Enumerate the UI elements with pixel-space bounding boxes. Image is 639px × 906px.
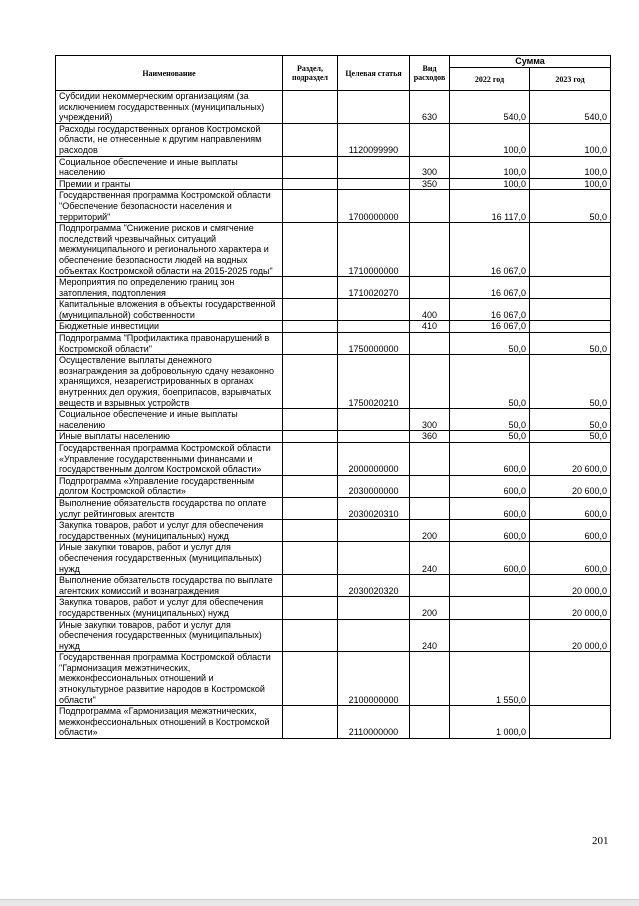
cell-target xyxy=(338,91,410,124)
cell-sum-2023: 540,0 xyxy=(530,91,611,124)
cell-expense-type: 360 xyxy=(410,431,450,443)
cell-target xyxy=(338,178,410,190)
cell-sum-2022: 100,0 xyxy=(450,123,530,156)
header-sum: Сумма xyxy=(450,56,611,68)
cell-sum-2022: 600,0 xyxy=(450,520,530,542)
cell-name: Подпрограмма «Управление государственным долгом Костромской области» xyxy=(56,475,283,497)
cell-name: Подпрограмма "Профилактика правонарушений в Костромской области" xyxy=(56,333,283,355)
cell-name: Выполнение обязательств государства по оплате услуг рейтинговых агентств xyxy=(56,497,283,519)
table-row xyxy=(56,178,611,190)
cell-target: 1710020270 xyxy=(338,277,410,299)
cell-sum-2022: 16 117,0 xyxy=(450,190,530,223)
cell-expense-type: 350 xyxy=(410,178,450,190)
cell-target: 1700000000 xyxy=(338,190,410,223)
table-row xyxy=(56,443,611,476)
cell-target: 1120099990 xyxy=(338,123,410,156)
cell-name: Государственная программа Костромской области "Обеспечение безопасности населения и территорий" xyxy=(56,190,283,223)
cell-sum-2023: 100,0 xyxy=(530,156,611,178)
cell-target xyxy=(338,542,410,575)
cell-target xyxy=(338,409,410,431)
cell-section xyxy=(283,223,338,277)
cell-section xyxy=(283,355,338,409)
cell-expense-type xyxy=(410,443,450,476)
cell-section xyxy=(283,475,338,497)
cell-section xyxy=(283,443,338,476)
cell-name: Иные выплаты населению xyxy=(56,431,283,443)
cell-target: 2030020320 xyxy=(338,575,410,597)
cell-expense-type xyxy=(410,652,450,706)
cell-sum-2022 xyxy=(450,575,530,597)
cell-expense-type xyxy=(410,223,450,277)
cell-section xyxy=(283,178,338,190)
cell-section xyxy=(283,190,338,223)
table-row xyxy=(56,597,611,619)
table-row xyxy=(56,277,611,299)
cell-expense-type: 240 xyxy=(410,542,450,575)
cell-sum-2022: 600,0 xyxy=(450,443,530,476)
budget-table xyxy=(55,55,611,739)
cell-section xyxy=(283,597,338,619)
cell-sum-2023: 20 000,0 xyxy=(530,597,611,619)
cell-expense-type xyxy=(410,355,450,409)
cell-sum-2023: 20 600,0 xyxy=(530,475,611,497)
cell-sum-2023: 50,0 xyxy=(530,333,611,355)
cell-section xyxy=(283,706,338,739)
cell-sum-2023: 50,0 xyxy=(530,431,611,443)
cell-sum-2023: 100,0 xyxy=(530,123,611,156)
cell-sum-2022: 540,0 xyxy=(450,91,530,124)
cell-sum-2022: 16 067,0 xyxy=(450,321,530,333)
cell-section xyxy=(283,542,338,575)
table-row xyxy=(56,497,611,519)
cell-section xyxy=(283,277,338,299)
cell-expense-type: 300 xyxy=(410,156,450,178)
cell-name: Бюджетные инвестиции xyxy=(56,321,283,333)
cell-target xyxy=(338,520,410,542)
cell-target: 1710000000 xyxy=(338,223,410,277)
table-row xyxy=(56,91,611,124)
cell-expense-type: 410 xyxy=(410,321,450,333)
cell-section xyxy=(283,299,338,321)
header-year-2022: 2022 год xyxy=(450,68,530,91)
cell-sum-2022: 100,0 xyxy=(450,178,530,190)
cell-name: Мероприятия по определению границ зон затопления, подтопления xyxy=(56,277,283,299)
table-row xyxy=(56,321,611,333)
cell-sum-2022 xyxy=(450,597,530,619)
cell-expense-type: 300 xyxy=(410,409,450,431)
cell-target: 2030000000 xyxy=(338,475,410,497)
cell-section xyxy=(283,123,338,156)
cell-name: Капитальные вложения в объекты государственной (муниципальной) собственности xyxy=(56,299,283,321)
cell-expense-type: 630 xyxy=(410,91,450,124)
cell-sum-2022: 600,0 xyxy=(450,497,530,519)
cell-target xyxy=(338,619,410,652)
table-row xyxy=(56,520,611,542)
cell-section xyxy=(283,409,338,431)
cell-sum-2023: 50,0 xyxy=(530,355,611,409)
header-target: Целевая статья xyxy=(338,56,410,91)
cell-name: Иные закупки товаров, работ и услуг для обеспечения государственных (муниципальных) нужд xyxy=(56,542,283,575)
cell-name: Расходы государственных органов Костромской области, не отнесенные к другим направлениям расходов xyxy=(56,123,283,156)
table-row xyxy=(56,333,611,355)
table-row xyxy=(56,431,611,443)
cell-section xyxy=(283,520,338,542)
cell-target: 2030020310 xyxy=(338,497,410,519)
cell-section xyxy=(283,619,338,652)
table-row xyxy=(56,299,611,321)
cell-expense-type: 200 xyxy=(410,597,450,619)
table-body xyxy=(56,91,611,739)
cell-target: 1750000000 xyxy=(338,333,410,355)
table-row xyxy=(56,223,611,277)
table-row xyxy=(56,156,611,178)
cell-sum-2023 xyxy=(530,299,611,321)
cell-expense-type xyxy=(410,277,450,299)
cell-name: Государственная программа Костромской области "Гармонизация межэтнических, межконфессиональных отношений и этнокультурное развитие народов в Костромской области" xyxy=(56,652,283,706)
cell-sum-2022: 50,0 xyxy=(450,409,530,431)
cell-sum-2023 xyxy=(530,277,611,299)
cell-target xyxy=(338,156,410,178)
cell-name: Премии и гранты xyxy=(56,178,283,190)
cell-sum-2023: 600,0 xyxy=(530,497,611,519)
cell-sum-2023 xyxy=(530,223,611,277)
cell-sum-2022: 50,0 xyxy=(450,355,530,409)
cell-sum-2023: 100,0 xyxy=(530,178,611,190)
cell-sum-2022: 16 067,0 xyxy=(450,223,530,277)
cell-expense-type: 200 xyxy=(410,520,450,542)
cell-target: 1750020210 xyxy=(338,355,410,409)
table-row xyxy=(56,190,611,223)
cell-expense-type xyxy=(410,333,450,355)
cell-name: Иные закупки товаров, работ и услуг для обеспечения государственных (муниципальных) нужд xyxy=(56,619,283,652)
cell-sum-2022 xyxy=(450,619,530,652)
cell-target xyxy=(338,431,410,443)
table-row xyxy=(56,706,611,739)
cell-section xyxy=(283,91,338,124)
header-expense-type: Вид расходов xyxy=(410,56,450,91)
table-row xyxy=(56,542,611,575)
cell-sum-2023: 20 600,0 xyxy=(530,443,611,476)
header-year-2023: 2023 год xyxy=(530,68,611,91)
cell-target: 2110000000 xyxy=(338,706,410,739)
table-row xyxy=(56,123,611,156)
cell-section xyxy=(283,575,338,597)
cell-sum-2022: 50,0 xyxy=(450,431,530,443)
cell-section xyxy=(283,156,338,178)
cell-target xyxy=(338,597,410,619)
cell-expense-type: 400 xyxy=(410,299,450,321)
cell-name: Осуществление выплаты денежного вознаграждения за добровольную сдачу незаконно хранящихся, незарегистрированных в органах внутренних дел оружия, боеприпасов, взрывчатых веществ и взрывных устройств xyxy=(56,355,283,409)
cell-name: Подпрограмма "Снижение рисков и смягчение последствий чрезвычайных ситуаций межмуниципального и регионального характера и обеспечение безопасности людей на водных объектах Костромской области на 2015-2025 годы" xyxy=(56,223,283,277)
cell-expense-type: 240 xyxy=(410,619,450,652)
table-row xyxy=(56,409,611,431)
cell-expense-type xyxy=(410,123,450,156)
table-row xyxy=(56,475,611,497)
page-number: 201 xyxy=(592,835,609,847)
table-row xyxy=(56,355,611,409)
cell-sum-2023 xyxy=(530,321,611,333)
cell-section xyxy=(283,497,338,519)
cell-sum-2023 xyxy=(530,652,611,706)
cell-sum-2022: 16 067,0 xyxy=(450,277,530,299)
cell-name: Подпрограмма «Гармонизация межэтнических, межконфессиональных отношений в Костромской области» xyxy=(56,706,283,739)
cell-section xyxy=(283,652,338,706)
cell-target: 2100000000 xyxy=(338,652,410,706)
cell-sum-2023 xyxy=(530,706,611,739)
cell-name: Социальное обеспечение и иные выплаты населению xyxy=(56,156,283,178)
cell-name: Закупка товаров, работ и услуг для обеспечения государственных (муниципальных) нужд xyxy=(56,597,283,619)
cell-sum-2022: 600,0 xyxy=(450,542,530,575)
cell-sum-2023: 50,0 xyxy=(530,409,611,431)
cell-expense-type xyxy=(410,190,450,223)
header-name: Наименование xyxy=(56,56,283,91)
cell-sum-2023: 600,0 xyxy=(530,520,611,542)
cell-sum-2023: 50,0 xyxy=(530,190,611,223)
table-row xyxy=(56,575,611,597)
cell-target: 2000000000 xyxy=(338,443,410,476)
cell-name: Выполнение обязательств государства по выплате агентских комиссий и вознаграждения xyxy=(56,575,283,597)
cell-sum-2022: 50,0 xyxy=(450,333,530,355)
budget-table-sheet xyxy=(55,55,610,739)
cell-sum-2023: 20 000,0 xyxy=(530,619,611,652)
cell-name: Государственная программа Костромской области «Управление государственными финансами и государственным долгом Костромской области» xyxy=(56,443,283,476)
table-row xyxy=(56,652,611,706)
cell-sum-2023: 20 000,0 xyxy=(530,575,611,597)
cell-section xyxy=(283,321,338,333)
cell-name: Субсидии некоммерческим организациям (за исключением государственных (муниципальных) учреждений) xyxy=(56,91,283,124)
table-row xyxy=(56,619,611,652)
cell-expense-type xyxy=(410,497,450,519)
cell-name: Закупка товаров, работ и услуг для обеспечения государственных (муниципальных) нужд xyxy=(56,520,283,542)
cell-section xyxy=(283,431,338,443)
cell-target xyxy=(338,321,410,333)
header-section: Раздел, подраздел xyxy=(283,56,338,91)
cell-expense-type xyxy=(410,475,450,497)
table-header-row xyxy=(56,56,611,68)
cell-sum-2022: 16 067,0 xyxy=(450,299,530,321)
cell-sum-2022: 600,0 xyxy=(450,475,530,497)
cell-sum-2022: 100,0 xyxy=(450,156,530,178)
cell-sum-2023: 600,0 xyxy=(530,542,611,575)
cell-target xyxy=(338,299,410,321)
cell-expense-type xyxy=(410,706,450,739)
cell-name: Социальное обеспечение и иные выплаты населению xyxy=(56,409,283,431)
cell-sum-2022: 1 550,0 xyxy=(450,652,530,706)
cell-sum-2022: 1 000,0 xyxy=(450,706,530,739)
cell-section xyxy=(283,333,338,355)
cell-expense-type xyxy=(410,575,450,597)
